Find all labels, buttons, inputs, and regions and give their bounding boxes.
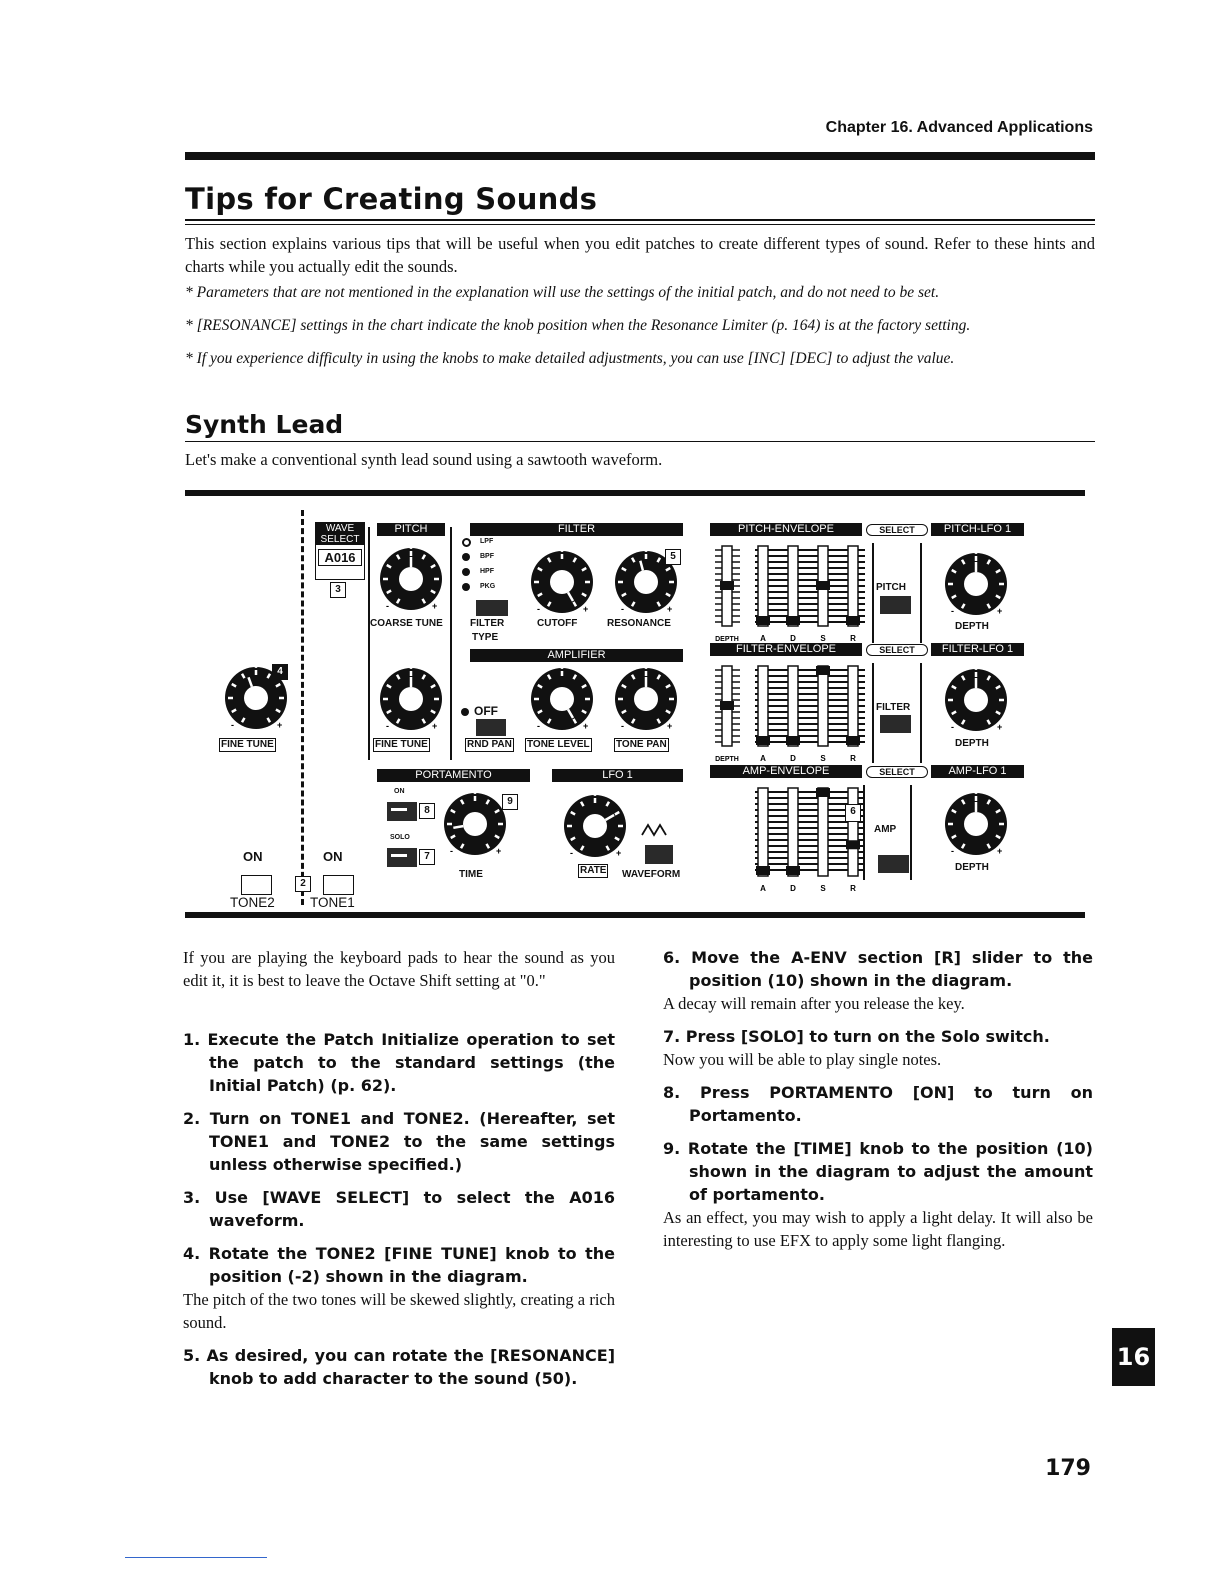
knob-plus-label: + [583, 604, 589, 614]
step-2: 2. Turn on TONE1 and TONE2. (Hereafter, set TONE1 and TONE2 to the same settings unless otherwise specified.) [183, 1109, 615, 1174]
coarse-tune-label: COARSE TUNE [370, 618, 443, 629]
slider-label-R: R [850, 634, 856, 643]
slider-track-R [848, 546, 858, 626]
filter-type-button[interactable] [476, 600, 508, 616]
step-3: 3. Use [WAVE SELECT] to select the A016 waveform. [183, 1188, 615, 1230]
slider-label-A: A [760, 754, 766, 763]
left-column [183, 946, 615, 1390]
off-label: OFF [474, 704, 498, 718]
pitch-lfo-depth-label: DEPTH [955, 621, 989, 632]
knob-plus-label: + [277, 720, 283, 730]
knob-center [550, 687, 574, 711]
knob-minus-label: - [621, 721, 624, 731]
step-6-desc: A decay will remain after you release the key. [663, 994, 965, 1013]
tone2-fine-tune-label: FINE TUNE [221, 739, 274, 750]
step-9-desc: As an effect, you may wish to apply a light delay. It will also be interesting to use EFX to apply some light flanging. [663, 1208, 1093, 1250]
rate-label: RATE [580, 865, 607, 876]
amplifier-header: AMPLIFIER [470, 649, 683, 662]
filter-envelope-header: FILTER-ENVELOPE [710, 643, 862, 656]
wave-select-label: WAVE SELECT [316, 523, 364, 545]
step-8: 8. Press PORTAMENTO [ON] to turn on Portamento. [663, 1083, 1093, 1125]
hpf-label: HPF [480, 568, 494, 575]
slider-label-R: R [850, 884, 856, 893]
slider-track-S [818, 788, 828, 876]
portamento-on-button[interactable] [387, 802, 417, 821]
knob-center [463, 812, 487, 836]
knob-minus-label: - [386, 721, 389, 731]
step-1: 1. Execute the Patch Initialize operation to set the patch to the standard settings (the Initial Patch) (p. 62). [183, 1030, 615, 1095]
knob-minus-label: - [231, 720, 234, 730]
filter-lfo-dest-label: FILTER [876, 702, 911, 713]
knob-minus-label: - [450, 846, 453, 856]
slider-thumb-D[interactable] [786, 736, 800, 745]
knob-center [583, 814, 607, 838]
knob-center [964, 812, 988, 836]
knob-zero-label: 0 [559, 547, 565, 554]
wave-value: A016 [318, 549, 362, 566]
amp-select-arrow: SELECT [866, 766, 928, 778]
knob-plus-label: + [997, 722, 1003, 732]
lpf-indicator [462, 538, 471, 547]
slider-track-A [758, 666, 768, 746]
knob-center [634, 570, 658, 594]
header-rule [185, 152, 1095, 160]
amp-lfo-button[interactable] [878, 855, 909, 873]
filter-select-arrow: SELECT [866, 644, 928, 656]
filter-lfo-depth-label: DEPTH [955, 738, 989, 749]
slider-thumb-depth[interactable] [720, 581, 734, 590]
step-4-desc: The pitch of the two tones will be skewed slightly, creating a rich sound. [183, 1290, 615, 1332]
knob-center [399, 567, 423, 591]
filter-envelope-sliders [705, 664, 870, 769]
amp-lfo-depth-label: DEPTH [955, 862, 989, 873]
slider-track-R [848, 788, 858, 876]
wave-select-display [315, 522, 365, 580]
note-3: * If you experience difficulty in using the knobs to make detailed adjustments, you can use [INC] [DEC] to adjust the value. [185, 350, 955, 367]
knob-center [550, 570, 574, 594]
knob-zero-label: 0 [643, 664, 649, 671]
rnd-pan-button[interactable] [476, 719, 506, 736]
waveform-label: WAVEFORM [622, 869, 681, 880]
tone-divider [301, 510, 304, 905]
knob-center [244, 686, 268, 710]
slider-thumb-depth[interactable] [720, 701, 734, 710]
filter-header: FILTER [470, 523, 683, 536]
knob-center [399, 687, 423, 711]
step-6: 6. Move the A-ENV section [R] slider to the position (10) shown in the diagram. [663, 948, 1093, 990]
knob-zero-label: 0 [472, 789, 478, 796]
step-marker-4: 4 [272, 664, 288, 680]
divider [910, 785, 912, 880]
bpf-indicator [462, 553, 470, 561]
step-marker-2: 2 [295, 876, 311, 892]
filter-lfo-button[interactable] [880, 715, 911, 733]
slider-label-D: D [790, 884, 796, 893]
filter-type-label-2: TYPE [472, 632, 499, 643]
slider-track-R [848, 666, 858, 746]
slider-label-D: D [790, 634, 796, 643]
step-7-desc: Now you will be able to play single notes. [663, 1050, 942, 1069]
slider-label-S: S [820, 754, 826, 763]
slider-thumb-D[interactable] [786, 866, 800, 875]
pitch-header: PITCH [377, 523, 445, 536]
tone-pan-knob[interactable] [611, 664, 681, 734]
divider [920, 663, 922, 763]
slider-thumb-R[interactable] [846, 616, 860, 625]
slider-track-A [758, 546, 768, 626]
page-number: 179 [1045, 1456, 1091, 1481]
step-5: 5. As desired, you can rotate the [RESONANCE] knob to add character to the sound (50). [183, 1346, 615, 1388]
left-intro: If you are playing the keyboard pads to hear the sound as you edit it, it is best to leave the Octave Shift setting at "0." [183, 948, 615, 990]
knob-plus-label: + [496, 846, 502, 856]
knob-zero-label: 0 [253, 663, 259, 670]
divider [450, 527, 452, 760]
solo-label: SOLO [390, 834, 410, 841]
tone1-label: TONE1 [310, 895, 355, 910]
pitch-select-arrow: SELECT [866, 524, 928, 536]
step-4: 4. Rotate the TONE2 [FINE TUNE] knob to the position (-2) shown in the diagram. [183, 1244, 615, 1286]
cutoff-label: CUTOFF [537, 618, 578, 629]
divider [872, 663, 874, 763]
divider [368, 527, 370, 760]
filter-lfo-depth-knob[interactable] [941, 665, 1011, 735]
title-rule-2 [185, 224, 1095, 225]
knob-minus-label: - [951, 606, 954, 616]
slider-track-D [788, 666, 798, 746]
step-marker-3: 3 [330, 582, 346, 598]
slider-track-S [818, 666, 828, 746]
tone1-fine-tune-label: FINE TUNE [375, 739, 428, 750]
section-intro: Let's make a conventional synth lead sound using a sawtooth waveform. [185, 450, 663, 469]
knob-plus-label: + [616, 848, 622, 858]
pitch-lfo-header: PITCH-LFO 1 [931, 523, 1024, 536]
note-1: * Parameters that are not mentioned in the explanation will use the settings of the initial patch, and do not need to be set. [185, 284, 940, 301]
slider-thumb-R[interactable] [846, 736, 860, 745]
knob-zero-label: 0 [973, 549, 979, 556]
knob-plus-label: + [667, 721, 673, 731]
filter-type-label: FILTER [470, 618, 505, 629]
knob-plus-label: + [432, 601, 438, 611]
knob-zero-label: 0 [408, 664, 414, 671]
knob-zero-label: 0 [559, 664, 565, 671]
slider-label-D: D [790, 754, 796, 763]
tone2-label: TONE2 [230, 895, 275, 910]
knob-center [964, 572, 988, 596]
slider-thumb-A[interactable] [756, 866, 770, 875]
tone-level-label: TONE LEVEL [527, 739, 590, 750]
step-9: 9. Rotate the [TIME] knob to the position (10) shown in the diagram to adjust the amount of portamento. [663, 1139, 1093, 1204]
time-label: TIME [459, 869, 483, 880]
slider-track-D [788, 788, 798, 876]
off-indicator [461, 708, 469, 716]
right-column [663, 946, 1093, 1252]
pitch-lfo-dest-label: PITCH [876, 582, 906, 593]
slider-label-depth: DEPTH [715, 636, 739, 643]
knob-zero-label: 0 [643, 547, 649, 554]
amp-envelope-sliders [705, 786, 870, 899]
cutoff-knob[interactable] [527, 547, 597, 617]
slider-thumb-S[interactable] [816, 666, 830, 675]
slider-thumb-A[interactable] [756, 736, 770, 745]
knob-center [964, 688, 988, 712]
diagram-bottom-rule [185, 912, 1085, 918]
slider-track-D [788, 546, 798, 626]
step-marker-5: 5 [665, 549, 681, 565]
section-title: Synth Lead [185, 410, 344, 439]
slider-label-S: S [820, 634, 826, 643]
portamento-on-label: ON [394, 788, 405, 795]
knob-center [634, 687, 658, 711]
pitch-envelope-header: PITCH-ENVELOPE [710, 523, 862, 536]
amp-envelope-header: AMP-ENVELOPE [710, 765, 862, 778]
lfo-rate-knob[interactable] [560, 791, 630, 861]
footer-line [125, 1557, 267, 1558]
knob-minus-label: - [570, 848, 573, 858]
knob-minus-label: - [386, 601, 389, 611]
filter-lfo-header: FILTER-LFO 1 [931, 643, 1024, 656]
knob-minus-label: - [537, 721, 540, 731]
slider-track-A [758, 788, 768, 876]
slider-label-S: S [820, 884, 826, 893]
knob-zero-label: 0 [408, 544, 414, 551]
knob-minus-label: - [951, 846, 954, 856]
amp-lfo-header: AMP-LFO 1 [931, 765, 1024, 778]
waveform-button[interactable] [645, 845, 673, 864]
step-marker-9: 9 [502, 794, 518, 810]
tone2-on-switch[interactable] [241, 875, 272, 895]
tone1-on-label: ON [323, 849, 343, 864]
divider [920, 543, 922, 643]
tone-level-knob[interactable] [527, 664, 597, 734]
portamento-time-knob[interactable] [440, 789, 510, 859]
slider-thumb-R[interactable] [846, 840, 860, 849]
knob-zero-label: 0 [592, 791, 598, 798]
knob-plus-label: + [997, 846, 1003, 856]
slider-thumb-S[interactable] [816, 788, 830, 797]
diagram-top-rule [185, 490, 1085, 496]
knob-plus-label: + [583, 721, 589, 731]
section-rule [185, 441, 1095, 442]
amp-lfo-dest-label: AMP [874, 824, 897, 835]
knob-zero-label: 0 [973, 665, 979, 672]
resonance-label: RESONANCE [607, 618, 671, 629]
divider [863, 785, 865, 880]
tone1-on-switch[interactable] [323, 875, 354, 895]
pitch-lfo-button[interactable] [880, 596, 911, 614]
pitch-lfo-depth-knob[interactable] [941, 549, 1011, 619]
title-rule [185, 219, 1095, 221]
pkg-label: PKG [480, 583, 496, 590]
slider-label-A: A [760, 634, 766, 643]
knob-plus-label: + [667, 604, 673, 614]
knob-minus-label: - [621, 604, 624, 614]
page-title: Tips for Creating Sounds [185, 182, 598, 216]
lpf-label: LPF [480, 538, 494, 545]
knob-minus-label: - [951, 722, 954, 732]
divider [872, 543, 874, 643]
portamento-header: PORTAMENTO [377, 769, 530, 782]
amp-lfo-depth-knob[interactable] [941, 789, 1011, 859]
solo-button[interactable] [387, 848, 417, 867]
slider-thumb-D[interactable] [786, 616, 800, 625]
chapter-tab: 16 [1112, 1328, 1155, 1386]
note-2: * [RESONANCE] settings in the chart indicate the knob position when the Resonance Limiter (p. 164) is at the factory setting. [185, 317, 971, 334]
slider-thumb-S[interactable] [816, 581, 830, 590]
step-marker-7: 7 [419, 849, 435, 865]
knob-plus-label: + [997, 606, 1003, 616]
step-7: 7. Press [SOLO] to turn on the Solo switch. [663, 1027, 1050, 1046]
lfo1-header: LFO 1 [552, 769, 683, 782]
slider-label-R: R [850, 754, 856, 763]
pkg-indicator [462, 583, 470, 591]
pitch-envelope-sliders [705, 544, 870, 649]
triangle-wave-icon [641, 823, 669, 837]
bpf-label: BPF [480, 553, 494, 560]
tone1-fine-tune-knob[interactable] [376, 664, 446, 734]
intro-text: This section explains various tips that will be useful when you edit patches to create different types of sound. Refer to these hints and charts while you actually edit the sounds. [185, 234, 1095, 276]
tone-pan-label: TONE PAN [616, 739, 667, 750]
knob-zero-label: 0 [973, 789, 979, 796]
knob-plus-label: + [432, 721, 438, 731]
slider-label-A: A [760, 884, 766, 893]
step-marker-8: 8 [419, 803, 435, 819]
knob-pointer [453, 826, 463, 828]
rnd-pan-label: RND PAN [467, 739, 512, 750]
slider-label-depth: DEPTH [715, 756, 739, 763]
slider-thumb-A[interactable] [756, 616, 770, 625]
chapter-header: Chapter 16. Advanced Applications [825, 119, 1093, 136]
tone2-on-label: ON [243, 849, 263, 864]
coarse-tune-knob[interactable] [376, 544, 446, 614]
knob-minus-label: - [537, 604, 540, 614]
hpf-indicator [462, 568, 470, 576]
step-marker-6: 6 [845, 804, 861, 822]
